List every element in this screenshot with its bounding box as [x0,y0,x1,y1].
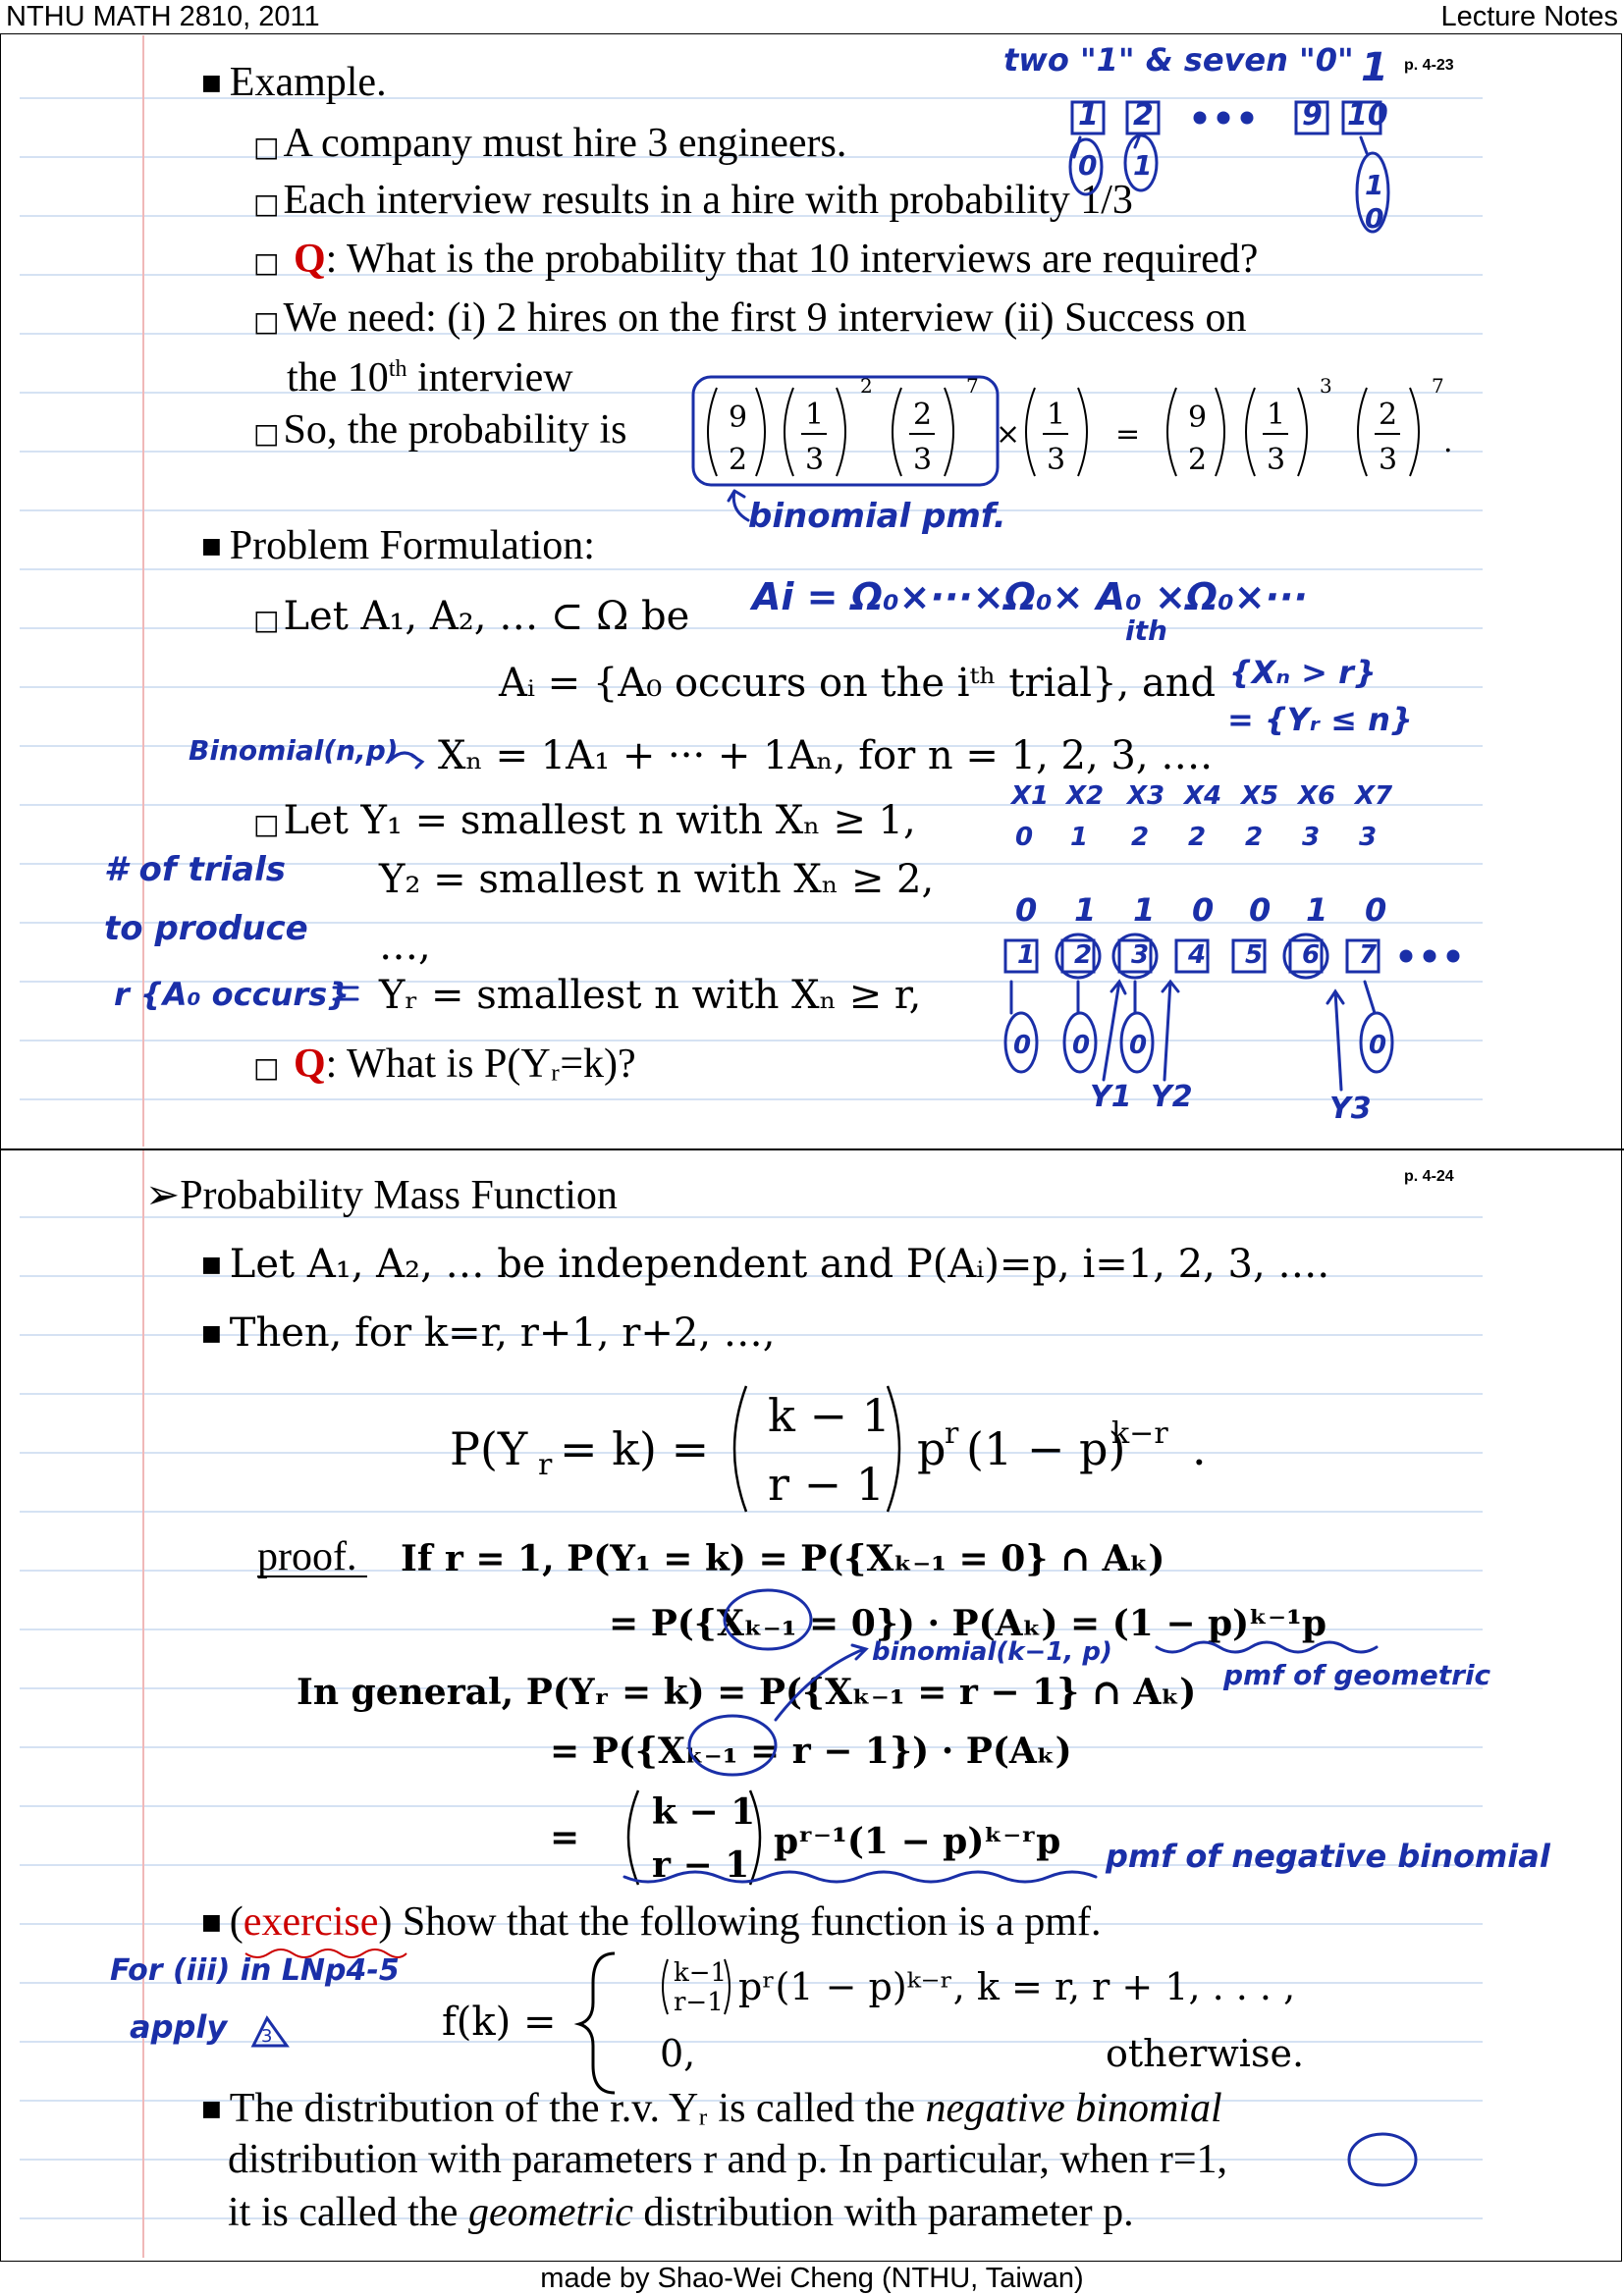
hw-trials-3: r {A₀ occurs} [114,976,350,1013]
bullet-exercise: ■ (exercise) Show that the following function is a pmf. [201,1899,1102,1945]
header-title: Lecture Notes [1440,1,1618,32]
svg-text:3: 3 [1267,443,1286,477]
svg-text:3: 3 [913,443,933,477]
bullet-we-need-cont: the 10th interview [287,355,573,400]
dist-line-2: distribution with parameters r and p. In particular, when r=1, [228,2137,1228,2182]
bullet-company: □A company must hire 3 engineers. [253,121,847,166]
svg-text:1: 1 [1267,398,1286,432]
svg-text:.: . [1192,1422,1207,1475]
svg-text:(1 − p): (1 − p) [966,1422,1126,1475]
bullet-question: □ Q: What is the probability that 10 interviews are required? [253,237,1259,282]
fk-case-2-value: 0, [660,2032,696,2075]
svg-text:3: 3 [1379,443,1398,477]
proof-line-5: pʳ⁻¹(1 − p)ᵏ⁻ʳp [774,1821,1061,1862]
hw-binomial-k1p: binomial(k−1, p) [872,1637,1112,1667]
fk-label: f(k) = [442,2000,557,2045]
hw-ai-product: Ai = Ω₀×···×Ω₀× A₀ ×Ω₀×··· [752,575,1308,618]
svg-text:9: 9 [1188,400,1208,435]
hw-yr-le-n: = {Yᵣ ≤ n} [1227,701,1413,738]
bullet-independent: ■ Let A₁, A₂, … be independent and P(Aᵢ)=p, i=1, 2, 3, …. [201,1242,1330,1287]
hw-binomial-np: Binomial(n,p) [189,734,399,767]
svg-text:3: 3 [1047,443,1066,477]
hw-ith: ith [1125,614,1167,647]
svg-text:3: 3 [1320,374,1332,398]
fk-case-1: pʳ(1 − p)ᵏ⁻ʳ, k = r, r + 1, . . . , [738,1965,1296,2008]
svg-text:2: 2 [913,398,933,432]
hw-trials-1: # of trials [104,850,286,889]
svg-text:= k) =: = k) = [560,1422,710,1475]
xn-definition: Xₙ = 1A₁ + ··· + 1Aₙ, for n = 1, 2, 3, …. [438,733,1213,778]
hw-apply: apply [130,2008,228,2046]
let-y1: □ Let Y₁ = smallest n with Xₙ ≥ 1, [253,798,916,843]
svg-text:p: p [917,1422,947,1475]
bullet-so-probability: □So, the probability is [253,407,627,453]
proof-label: proof. [257,1534,357,1579]
dots: …, [379,924,431,969]
hw-two-seven: two "1" & seven "0" [1003,41,1354,79]
hw-xn-gt-r: {Xₙ > r} [1229,654,1377,691]
bullet-interview: □Each interview results in a hire with probability 1/3 [253,178,1133,223]
svg-text:7: 7 [1432,374,1444,398]
pmf-heading: ➢Probability Mass Function [145,1173,618,1218]
svg-text:2: 2 [729,443,748,477]
svg-text:2: 2 [1379,398,1398,432]
hw-for-iii: For (iii) in LNp4-5 [110,1953,400,1988]
dist-line-3: it is called the geometric distribution with parameter p. [228,2190,1134,2235]
svg-text:k−r: k−r [1111,1416,1168,1451]
svg-text:k − 1: k − 1 [768,1389,891,1442]
footer-credit: made by Shao-Wei Cheng (NTHU, Taiwan) [540,2263,1084,2294]
page-number-2: p. 4-24 [1404,1168,1454,1185]
proof-line-2: = P({Xₖ₋₁ = 0}) · P(Aₖ) = (1 − p)ᵏ⁻¹p [609,1603,1327,1644]
problem-heading: ■ Problem Formulation: [201,523,595,568]
bullet-we-need: □We need: (i) 2 hires on the first 9 interview (ii) Success on [253,295,1247,341]
svg-text:9: 9 [729,400,748,435]
page-number: p. 4-23 [1404,57,1454,74]
yr-definition: Yᵣ = smallest n with Xₙ ≥ r, [379,973,922,1018]
svg-text:k−1: k−1 [674,1958,728,1988]
proof-line-4: = P({Xₖ₋₁ = r − 1}) · P(Aₖ) [550,1731,1072,1772]
example-heading: ■ Example. [201,60,387,105]
bullet-then: ■ Then, for k=r, r+1, r+2, …, [201,1310,776,1356]
hw-pmf-negbin: pmf of negative binomial [1106,1838,1550,1875]
svg-text:=: = [1115,417,1141,452]
svg-text:k − 1: k − 1 [652,1791,756,1833]
svg-text:.: . [1443,425,1453,459]
svg-text:P(Y: P(Y [450,1422,528,1475]
svg-text:r: r [945,1416,959,1451]
svg-text:r − 1: r − 1 [768,1458,886,1511]
dist-line-1: ■ The distribution of the r.v. Yᵣ is called the negative binomial [201,2086,1222,2131]
hw-binomial-pmf: binomial pmf. [748,497,1006,536]
hw-trials-2: to produce [104,909,308,948]
question-pyr: □ Q: What is P(Yᵣ=k)? [253,1041,636,1087]
hw-ten-one: 1 [1361,45,1388,90]
svg-text:3: 3 [261,2026,273,2047]
svg-text:1: 1 [805,398,825,432]
svg-text:=: = [550,1817,580,1858]
hw-pmf-geometric: pmf of geometric [1223,1659,1491,1691]
svg-text:r: r [538,1448,553,1482]
svg-text:2: 2 [860,374,873,398]
fk-case-2-condition: otherwise. [1106,2032,1305,2075]
proof-line-3: In general, P(Yᵣ = k) = P({Xₖ₋₁ = r − 1} ∩ Aₖ) [297,1672,1197,1713]
svg-text:r − 1: r − 1 [652,1844,750,1886]
svg-text:3: 3 [805,443,825,477]
header-course: NTHU MATH 2810, 2011 [6,1,320,32]
y2-definition: Y₂ = smallest n with Xₙ ≥ 2, [379,857,935,902]
proof-line-1: If r = 1, P(Y₁ = k) = P({Xₖ₋₁ = 0} ∩ Aₖ) [401,1538,1165,1579]
svg-text:7: 7 [966,374,979,398]
ai-definition: Aᵢ = {A₀ occurs on the iᵗʰ trial}, and [499,661,1217,706]
svg-text:2: 2 [1188,443,1208,477]
svg-text:r−1: r−1 [674,1988,724,2017]
svg-text:×: × [996,417,1021,452]
svg-text:1: 1 [1047,398,1066,432]
let-a-omega: □ Let A₁, A₂, … ⊂ Ω be [253,594,690,639]
